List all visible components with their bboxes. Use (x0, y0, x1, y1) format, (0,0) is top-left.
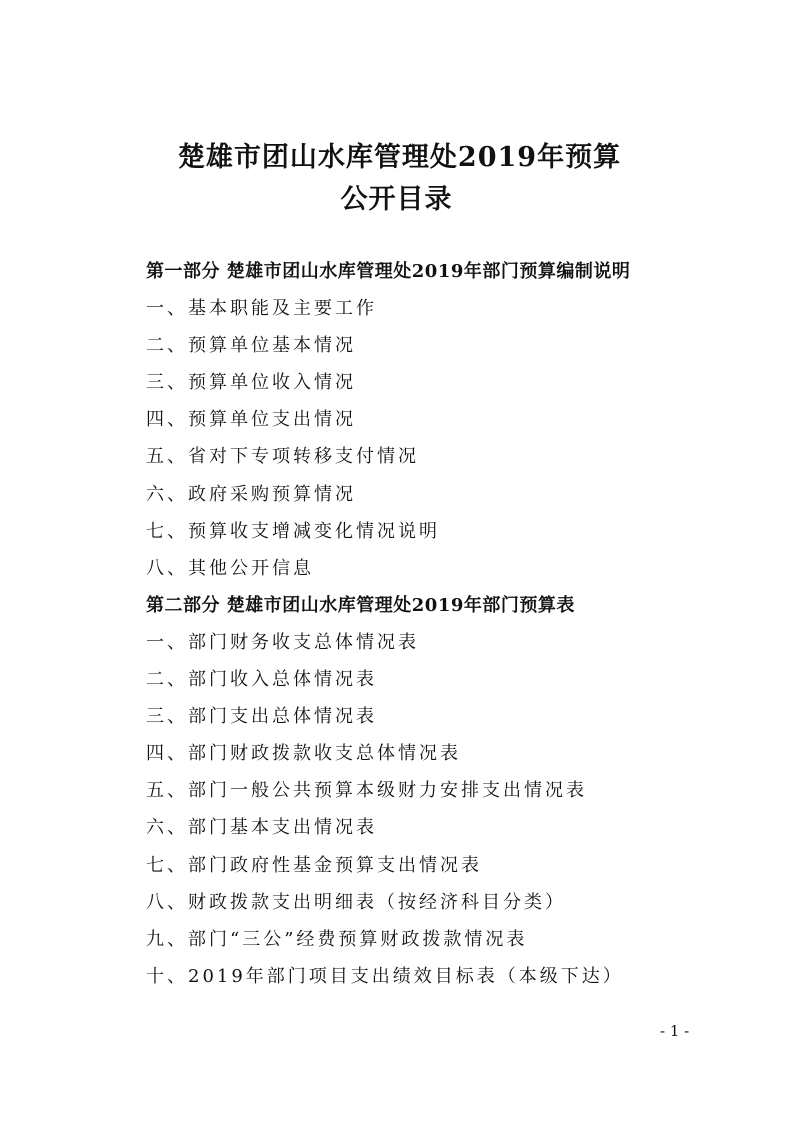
toc-item: 六、政府采购预算情况 (146, 483, 356, 505)
toc-item: 九、部门“三公”经费预算财政拨款情况表 (146, 928, 528, 950)
toc-item: 一、基本职能及主要工作 (146, 298, 377, 320)
toc-item: 五、部门一般公共预算本级财力安排支出情况表 (146, 780, 587, 802)
toc-item: 十、2019年部门项目支出绩效目标表（本级下达） (146, 965, 624, 987)
title-line-1: 楚雄市团山水库管理处2019年预算 (177, 142, 622, 173)
part-one-heading: 第一部分 楚雄市团山水库管理处2019年部门预算编制说明 (146, 261, 631, 282)
toc-item: 八、其他公开信息 (146, 557, 314, 579)
toc-item: 二、预算单位基本情况 (146, 335, 356, 357)
toc-item: 二、部门收入总体情况表 (146, 669, 377, 691)
part-two-heading: 第二部分 楚雄市团山水库管理处2019年部门预算表 (146, 594, 575, 616)
toc-item: 一、部门财务收支总体情况表 (146, 631, 419, 653)
toc-item: 四、预算单位支出情况 (146, 409, 356, 431)
title-line-2: 公开目录 (340, 184, 453, 215)
table-of-contents (146, 253, 746, 995)
document-title (0, 137, 793, 221)
toc-item: 三、部门支出总体情况表 (146, 706, 377, 728)
toc-item: 八、财政拨款支出明细表（按经济科目分类） (146, 891, 566, 913)
toc-item: 六、部门基本支出情况表 (146, 817, 377, 839)
toc-item: 七、预算收支增减变化情况说明 (146, 520, 440, 542)
toc-item: 五、省对下专项转移支付情况 (146, 446, 419, 468)
toc-item: 三、预算单位收入情况 (146, 372, 356, 394)
toc-item: 四、部门财政拨款收支总体情况表 (146, 743, 461, 765)
page-number: - 1 - (660, 1022, 690, 1040)
toc-item: 七、部门政府性基金预算支出情况表 (146, 854, 482, 876)
